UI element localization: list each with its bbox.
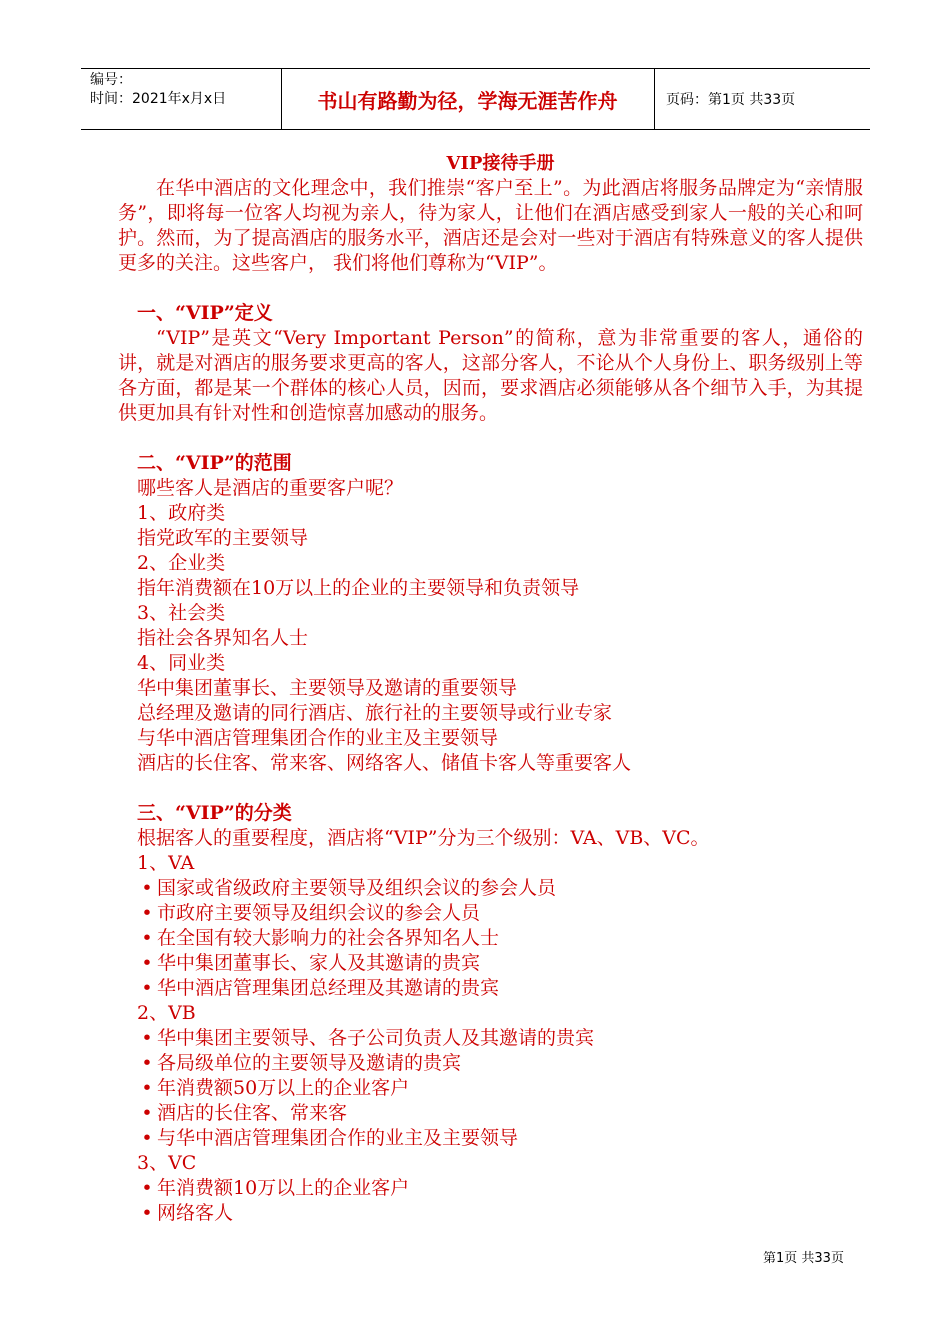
section3-intro: 根据客人的重要程度，酒店将“VIP”分为三个级别：VA、VB、VC。 bbox=[137, 827, 710, 849]
date-label: 时间：2021年x月x日 bbox=[90, 91, 227, 107]
bullet-icon: • bbox=[141, 902, 153, 924]
header-meta bbox=[90, 71, 226, 109]
list-item: • 年消费额10万以上的企业客户 bbox=[118, 1176, 863, 1201]
list-item: • 年消费额50万以上的企业客户 bbox=[118, 1076, 863, 1101]
list-item: 与华中酒店管理集团合作的业主及主要领导 bbox=[137, 727, 499, 749]
list-item: • 华中集团董事长、家人及其邀请的贵宾 bbox=[118, 951, 863, 976]
vb-label: 2、VB bbox=[137, 1002, 196, 1024]
bullet-icon: • bbox=[141, 952, 153, 974]
document-title: VIP接待手册 bbox=[446, 153, 555, 174]
header-page-label: 页码：第1页 共33页 bbox=[666, 92, 796, 108]
document-body bbox=[118, 152, 863, 1226]
list-item: 华中集团董事长、主要领导及邀请的重要领导 bbox=[137, 677, 518, 699]
list-item: 指党政军的主要领导 bbox=[137, 527, 309, 549]
bullet-icon: • bbox=[141, 1102, 153, 1124]
number-label: 编号： bbox=[90, 72, 132, 88]
section1-paragraph: “VIP”是英文“Very Important Person”的简称，意为非常重要的客人，通俗的讲，就是对酒店的服务要求更高的客人，这部分客人，不论从个人身份上、职务级别上等各方面，都是某一个群体的核心人员，因而，要求酒店必须能够从各个细节入手，为其提供更加具有针对性和创造惊喜加感动的服务。 bbox=[118, 327, 863, 424]
list-item: 3、社会类 bbox=[137, 602, 226, 624]
vc-label: 3、VC bbox=[137, 1152, 197, 1174]
list-item: • 国家或省级政府主要领导及组织会议的参会人员 bbox=[118, 876, 863, 901]
bullet-icon: • bbox=[141, 1177, 153, 1199]
section3-heading: 三、“VIP”的分类 bbox=[137, 802, 292, 824]
list-item: 2、企业类 bbox=[137, 552, 226, 574]
list-item: 指社会各界知名人士 bbox=[137, 627, 309, 649]
list-item: 1、政府类 bbox=[137, 502, 226, 524]
list-item: • 华中集团主要领导、各子公司负责人及其邀请的贵宾 bbox=[118, 1026, 863, 1051]
list-item: • 市政府主要领导及组织会议的参会人员 bbox=[118, 901, 863, 926]
list-item: 指年消费额在10万以上的企业的主要领导和负责领导 bbox=[137, 577, 580, 599]
page-header bbox=[81, 68, 870, 130]
bullet-icon: • bbox=[141, 1127, 153, 1149]
header-motto: 书山有路勤为径，学海无涯苦作舟 bbox=[317, 88, 618, 113]
list-item: 4、同业类 bbox=[137, 652, 226, 674]
bullet-icon: • bbox=[141, 1027, 153, 1049]
list-item: 哪些客人是酒店的重要客户呢？ bbox=[137, 477, 404, 499]
list-item: • 各局级单位的主要领导及邀请的贵宾 bbox=[118, 1051, 863, 1076]
va-label: 1、VA bbox=[137, 852, 195, 874]
bullet-icon: • bbox=[141, 1202, 153, 1224]
list-item: • 在全国有较大影响力的社会各界知名人士 bbox=[118, 926, 863, 951]
bullet-icon: • bbox=[141, 1052, 153, 1074]
header-divider bbox=[654, 69, 655, 129]
bullet-icon: • bbox=[141, 1077, 153, 1099]
list-item: • 酒店的长住客、常来客 bbox=[118, 1101, 863, 1126]
list-item: • 网络客人 bbox=[118, 1201, 863, 1226]
bullet-icon: • bbox=[141, 927, 153, 949]
section2-heading: 二、“VIP”的范围 bbox=[137, 452, 292, 474]
intro-paragraph: 在华中酒店的文化理念中，我们推崇“客户至上”。为此酒店将服务品牌定为“亲情服务”，即将每一位客人均视为亲人，待为家人，让他们在酒店感受到家人一般的关心和呵护。然而，为了提高酒店的服务水平，酒店还是会对一些对于酒店有特殊意义的客人提供更多的关注。这些客户， 我们将他们尊称为“VIP”。 bbox=[118, 177, 863, 274]
section1-heading: 一、“VIP”定义 bbox=[137, 302, 273, 324]
list-item: 总经理及邀请的同行酒店、旅行社的主要领导或行业专家 bbox=[137, 702, 613, 724]
list-item: 酒店的长住客、常来客、网络客人、储值卡客人等重要客人 bbox=[137, 752, 632, 774]
bullet-icon: • bbox=[141, 877, 153, 899]
list-item: • 与华中酒店管理集团合作的业主及主要领导 bbox=[118, 1126, 863, 1151]
page-footer: 第1页 共33页 bbox=[763, 1251, 844, 1266]
list-item: • 华中酒店管理集团总经理及其邀请的贵宾 bbox=[118, 976, 863, 1001]
section2-list bbox=[118, 476, 863, 776]
bullet-icon: • bbox=[141, 977, 153, 999]
